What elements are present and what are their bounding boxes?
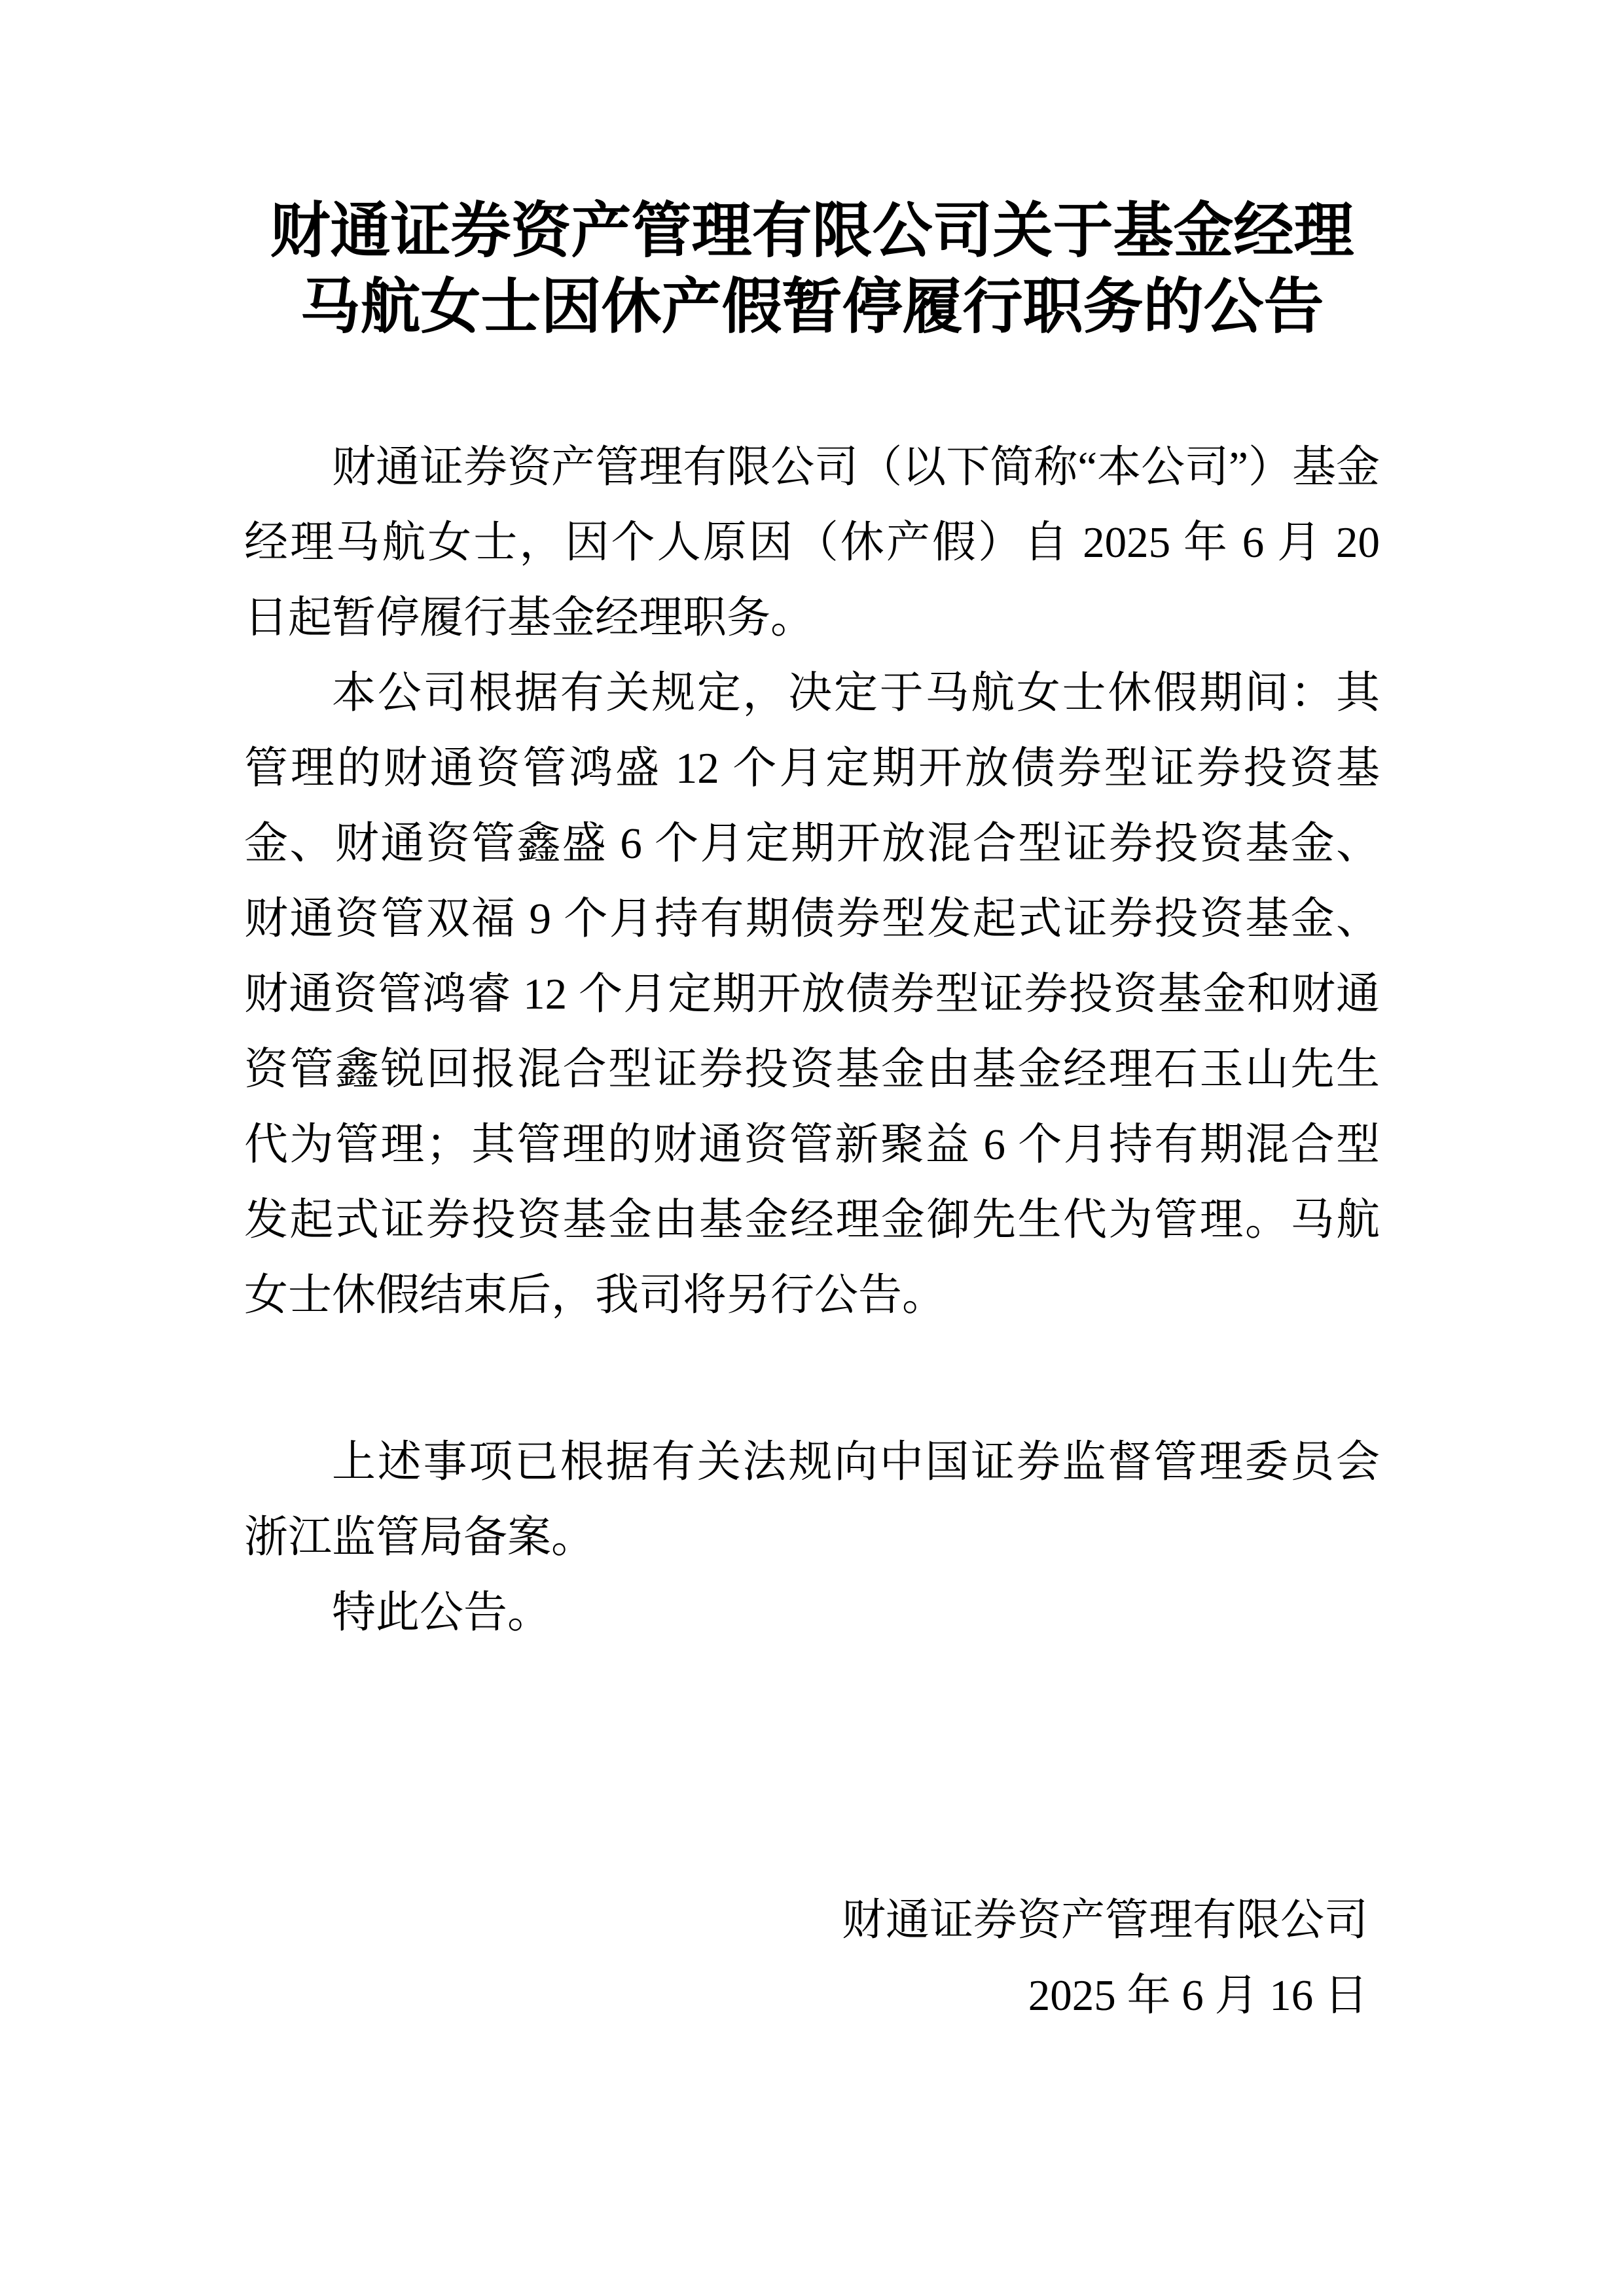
paragraph-intro: 财通证券资产管理有限公司（以下简称“本公司”）基金经理马航女士，因个人原因（休产假）自 2025 年 6 月 20 日起暂停履行基金经理职务。 — [244, 443, 1380, 642]
document-body — [244, 430, 1380, 2034]
signature-date: 2025 年 6 月 16 日 — [1028, 1971, 1368, 2020]
signature-company: 财通证券资产管理有限公司 — [842, 1896, 1368, 1945]
paragraph-closing: 特此公告。 — [332, 1588, 551, 1637]
paragraph-fund-arrangements: 本公司根据有关规定，决定于马航女士休假期间：其管理的财通资管鸿盛 12 个月定期开放债券型证券投资基金、财通资管鑫盛 6 个月定期开放混合型证券投资基金、财通资管双福 9 个月持有期债券型发起式证券投资基金、财通资管鸿睿 12 个月定期开放债券型证券投资基金和财通资管鑫锐回报混合型证券投资基金由基金经理石玉山先生代为管理；其管理的财通资管新聚益 6 个月持有期混合型发起式证券投资基金由基金经理金御先生代为管理。马航女士休假结束后，我司将另行公告。 — [244, 669, 1380, 1319]
signature-block — [244, 1883, 1380, 2034]
paragraph-filing: 上述事项已根据有关法规向中国证券监督管理委员会浙江监管局备案。 — [244, 1438, 1380, 1562]
title-line-2: 马航女士因休产假暂停履行职务的公告 — [300, 274, 1324, 340]
document-title — [0, 0, 1624, 345]
title-line-1: 财通证券资产管理有限公司关于基金经理 — [270, 198, 1354, 264]
